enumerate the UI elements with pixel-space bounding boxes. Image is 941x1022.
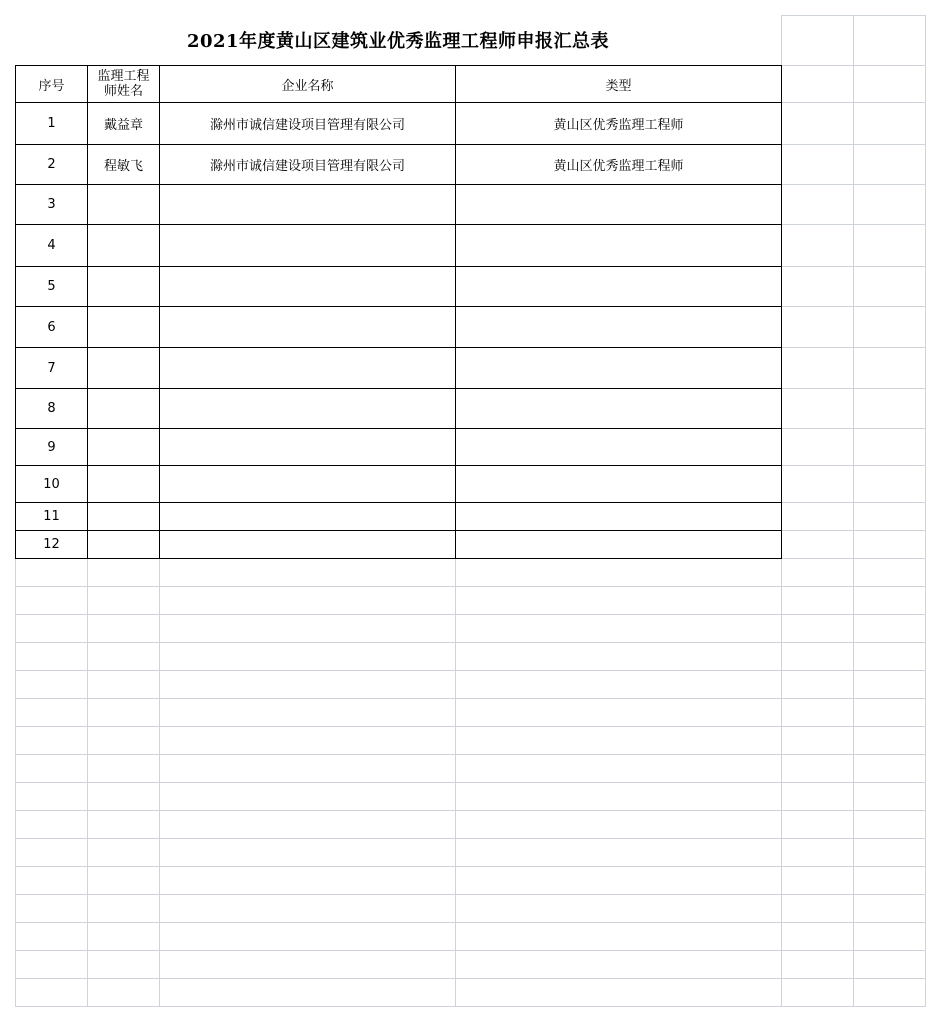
cell-index[interactable]: 9: [16, 429, 88, 466]
cell-index[interactable]: 3: [16, 185, 88, 225]
cell-engineer[interactable]: 程敏飞: [88, 145, 160, 185]
cell-company[interactable]: [160, 348, 456, 389]
cell-index[interactable]: 6: [16, 307, 88, 348]
cell-index[interactable]: 10: [16, 466, 88, 503]
cell-index[interactable]: 12: [16, 531, 88, 559]
cell-type[interactable]: [456, 267, 782, 307]
cell-type[interactable]: [456, 429, 782, 466]
cell-type[interactable]: [456, 348, 782, 389]
grid-row-line: [781, 558, 926, 559]
grid-row-line: [781, 266, 926, 267]
grid-row-line: [15, 642, 926, 643]
header-row: [16, 66, 782, 103]
spreadsheet: [15, 15, 926, 1007]
grid-row-line: [15, 838, 926, 839]
table-row: [16, 466, 782, 503]
grid-row-line: [781, 388, 926, 389]
table-row: [16, 531, 782, 559]
cell-index[interactable]: 7: [16, 348, 88, 389]
cell-type[interactable]: [456, 307, 782, 348]
cell-index[interactable]: 5: [16, 267, 88, 307]
cell-company[interactable]: [160, 389, 456, 429]
grid-row-line: [781, 502, 926, 503]
cell-company[interactable]: [160, 267, 456, 307]
cell-company[interactable]: [160, 503, 456, 531]
table-row: [16, 185, 782, 225]
grid-row-line: [15, 782, 926, 783]
grid-row-line: [781, 184, 926, 185]
grid-row-line: [15, 894, 926, 895]
table-row: [16, 225, 782, 267]
grid-row-line: [15, 866, 926, 867]
header-engineer-text: 监理工程师姓名: [97, 69, 150, 99]
cell-index[interactable]: 4: [16, 225, 88, 267]
cell-type[interactable]: [456, 531, 782, 559]
grid-row-line: [781, 530, 926, 531]
cell-type[interactable]: [456, 389, 782, 429]
grid-row-line: [781, 224, 926, 225]
cell-company[interactable]: [160, 185, 456, 225]
table-row: [16, 145, 782, 185]
cell-company[interactable]: [160, 531, 456, 559]
cell-type[interactable]: 黄山区优秀监理工程师: [456, 145, 782, 185]
cell-engineer[interactable]: [88, 225, 160, 267]
table-row: [16, 389, 782, 429]
grid-row-line: [15, 810, 926, 811]
table-row: [16, 503, 782, 531]
cell-company[interactable]: 滁州市诚信建设项目管理有限公司: [160, 103, 456, 145]
grid-row-line: [781, 347, 926, 348]
cell-index[interactable]: 2: [16, 145, 88, 185]
cell-company[interactable]: [160, 307, 456, 348]
cell-engineer[interactable]: [88, 531, 160, 559]
header-type[interactable]: 类型: [456, 66, 782, 103]
summary-table: [15, 65, 782, 559]
cell-type[interactable]: [456, 225, 782, 267]
table-row: [16, 429, 782, 466]
grid-row-line: [15, 922, 926, 923]
grid-row-line: [781, 428, 926, 429]
cell-index[interactable]: 1: [16, 103, 88, 145]
table-row: [16, 348, 782, 389]
cell-index[interactable]: 8: [16, 389, 88, 429]
cell-engineer[interactable]: [88, 503, 160, 531]
cell-engineer[interactable]: [88, 185, 160, 225]
grid-row-line: [15, 1006, 926, 1007]
cell-engineer[interactable]: [88, 466, 160, 503]
grid-row-line: [781, 144, 926, 145]
grid-row-line: [15, 698, 926, 699]
grid-row-line: [15, 754, 926, 755]
grid-row-line: [15, 670, 926, 671]
table-row: [16, 307, 782, 348]
grid-row-line: [15, 978, 926, 979]
cell-type[interactable]: 黄山区优秀监理工程师: [456, 103, 782, 145]
grid-row-line: [781, 102, 926, 103]
grid-row-line: [15, 950, 926, 951]
grid-row-line: [15, 586, 926, 587]
grid-row-line: [781, 465, 926, 466]
cell-engineer[interactable]: [88, 429, 160, 466]
cell-company[interactable]: [160, 225, 456, 267]
table-row: [16, 267, 782, 307]
header-engineer[interactable]: [88, 66, 160, 103]
cell-company[interactable]: [160, 429, 456, 466]
cell-engineer[interactable]: [88, 348, 160, 389]
grid-row-line: [15, 614, 926, 615]
grid-row-line: [15, 726, 926, 727]
cell-type[interactable]: [456, 466, 782, 503]
cell-type[interactable]: [456, 503, 782, 531]
cell-company[interactable]: 滁州市诚信建设项目管理有限公司: [160, 145, 456, 185]
header-company[interactable]: 企业名称: [160, 66, 456, 103]
grid-col-line: [925, 15, 926, 1007]
cell-engineer[interactable]: [88, 389, 160, 429]
table-row: [16, 103, 782, 145]
cell-company[interactable]: [160, 466, 456, 503]
header-index[interactable]: 序号: [16, 66, 88, 103]
grid-row-line: [781, 306, 926, 307]
cell-engineer[interactable]: [88, 307, 160, 348]
cell-engineer[interactable]: 戴益章: [88, 103, 160, 145]
grid-col-line: [853, 15, 854, 1007]
cell-type[interactable]: [456, 185, 782, 225]
sheet-title: 2021年度黄山区建筑业优秀监理工程师申报汇总表: [15, 15, 781, 65]
cell-engineer[interactable]: [88, 267, 160, 307]
cell-index[interactable]: 11: [16, 503, 88, 531]
